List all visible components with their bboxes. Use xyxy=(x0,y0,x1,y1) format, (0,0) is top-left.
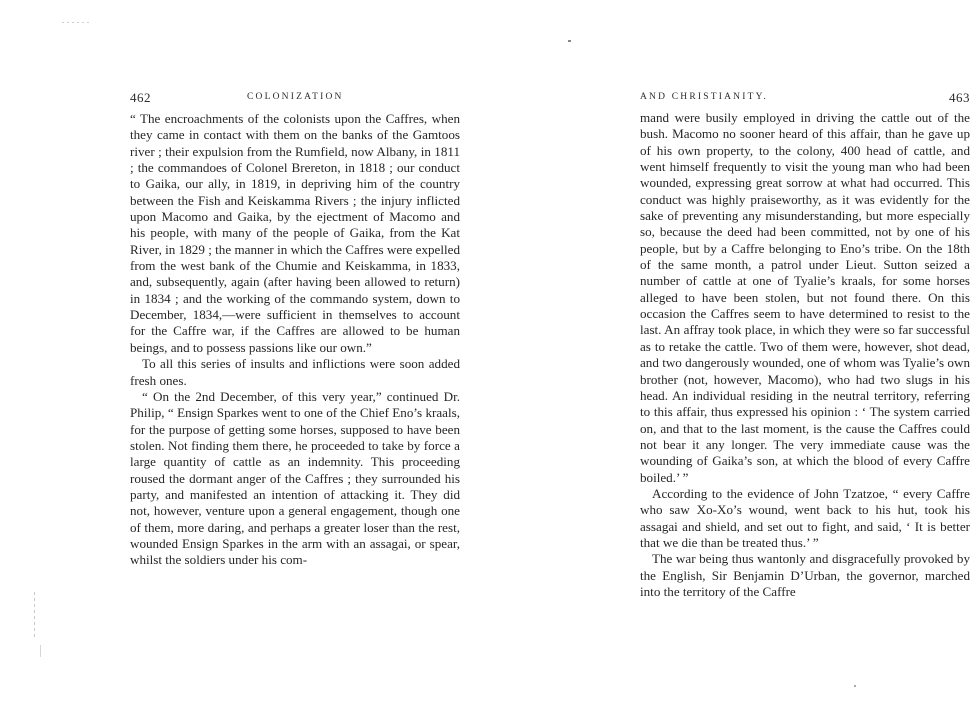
left-page-number: 462 xyxy=(130,90,151,105)
paragraph: “ The encroachments of the colonists upon the Caffres, when they came in contact with them on the banks of the Gamtoos river ; their expulsion from the Rumfield, now Albany, in 1811 ; the commandoes of Colonel Brereton, in 1818 ; our conduct to Gaika, our ally, in 1819, in depriving him of the country between the Fish and Keiskamma Rivers ; the injury inflicted upon Macomo and Gaika, by the ejectment of Macomo and his people, with many of the people of Gaika, from the Kat River, in 1829 ; the manner in which the Caffres were expelled from the west bank of the Chumie and Keiskamma, in 1833, and, subsequently, again (after having been allowed to return) in 1834 ; and the working of the commando system, down to December, 1834,—were sufficient in themselves to account for the Caffre war, if the Caffres are allowed to be human beings, and to possess passions like our own.” xyxy=(130,111,460,355)
left-body-text xyxy=(130,111,460,569)
scan-artifact xyxy=(568,40,571,42)
paragraph: The war being thus wantonly and disgracefully provoked by the English, Sir Benjamin D’Urban, the governor, marched into the territory of the Caffre xyxy=(640,551,970,599)
left-running-title: COLONIZATION xyxy=(247,92,344,102)
left-running-head xyxy=(130,90,460,108)
paragraph: “ On the 2nd December, of this very year,” continued Dr. Philip, “ Ensign Sparkes went to one of the Chief Eno’s kraals, for the purpose of getting some horses, supposed to have been stolen. Not finding them there, he proceeded to take by force a large quantity of cattle as an indemnity. This proceeding roused the dormant anger of the Caffres ; they surrounded his party, and manifested an intention of attacking it. They did not, however, venture upon a general engagement, though one of them, more daring, and perhaps a greater loser than the rest, wounded Ensign Sparkes in the arm with an assagai, or spear, whilst the soldiers under his com- xyxy=(130,388,460,568)
right-page-number: 463 xyxy=(949,90,970,105)
scan-artifact xyxy=(34,592,35,638)
right-body-text xyxy=(640,110,970,600)
right-running-title: AND CHRISTIANITY. xyxy=(640,92,769,102)
right-running-head xyxy=(640,90,970,108)
paragraph: According to the evidence of John Tzatzoe, “ every Caffre who saw Xo-Xo’s wound, went back to his hut, took his assagai and shield, and set out to fight, and said, ‘ It is better that we die than be treated thus.’ ” xyxy=(640,485,970,550)
scan-artifact xyxy=(40,645,41,657)
scan-artifact xyxy=(62,22,90,23)
right-page xyxy=(490,0,980,724)
paragraph: mand were busily employed in driving the cattle out of the bush. Macomo no sooner heard of this affair, than he gave up of his own property, to the colony, 400 head of cattle, and went himself frequently to visit the young man who had been wounded, expressing great sorrow at what had occurred. This conduct was highly praiseworthy, as it was evidently for the sake of preventing any misunderstanding, but more especially so, because the deed had been committed, not by one of his people, but by a Caffre belonging to Eno’s tribe. On the 18th of the same month, a patrol under Lieut. Sutton seized a number of cattle at one of Tyalie’s kraals, for some horses alleged to have been stolen, but not found there. On this occasion the Caffres seem to have determined to resist to the last. An affray took place, in which they were so far successful as to retake the cattle. Two of them were, however, shot dead, and two dangerously wounded, one of whom was Tyalie’s own brother (not, however, Macomo), who had two slugs in his head. An individual residing in the neutral territory, referring to this affair, thus expressed his opinion : ‘ The system carried on, and that to the last moment, is the cause the Caffres could not bear it any longer. The very immediate cause was the wounding of Gaika’s son, at which the blood of every Caffre boiled.’ ” xyxy=(640,110,970,485)
scan-artifact xyxy=(854,685,856,687)
paragraph: To all this series of insults and inflictions were soon added fresh ones. xyxy=(130,356,460,388)
